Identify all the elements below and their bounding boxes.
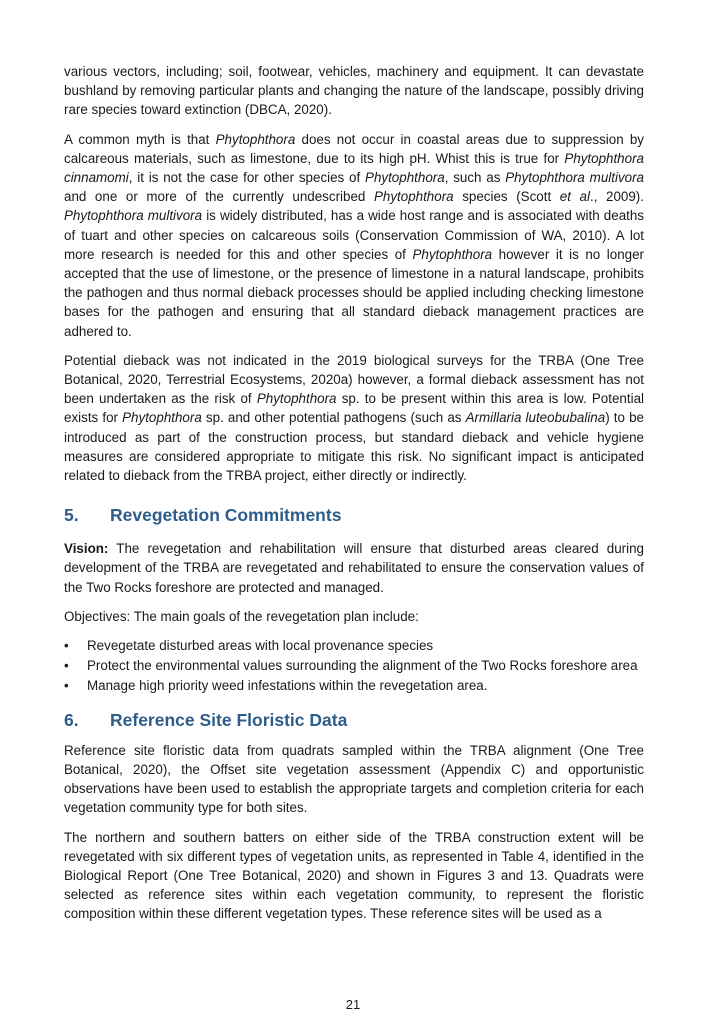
objectives-paragraph: Objectives: The main goals of the revegetation plan include: — [64, 608, 419, 624]
italic-term: Phytophthora — [412, 246, 493, 262]
italic-term: Phytophthora cinnamomi — [64, 150, 644, 186]
italic-term: et al — [559, 189, 590, 205]
section-6-heading — [64, 710, 644, 731]
vision-paragraph — [64, 539, 644, 597]
paragraph-phytophthora-myth — [64, 130, 644, 341]
paragraph-vectors — [64, 62, 644, 120]
section-5-heading — [64, 505, 644, 526]
list-item: • Protect the environmental values surrounding the alignment of the Two Rocks foreshore area — [64, 656, 644, 675]
italic-term: Phytophthora multivora — [505, 170, 644, 186]
text-segment: various vectors, including; soil, footwear, vehicles, machinery and equipment. It can devastate bushland by removing particular plants and changing the nature of the landscape, possibly driving rare species toward extinction (DBCA, 2020). — [64, 64, 644, 118]
italic-term: Phytophthora — [256, 391, 337, 407]
section-5-title: Revegetation Commitments — [110, 505, 342, 526]
text-segment: sp. and other potential pathogens (such as — [201, 410, 466, 426]
italic-term: Phytophthora — [365, 170, 445, 186]
document-page — [64, 62, 644, 934]
bullet-icon: • — [64, 678, 69, 694]
italic-term: Phytophthora — [373, 189, 454, 205]
section-5-number: 5. — [64, 505, 79, 526]
text-segment: , such as — [444, 170, 506, 186]
section-6-title: Reference Site Floristic Data — [110, 709, 348, 730]
italic-term: Phytophthora — [215, 131, 296, 147]
bullet-icon: • — [64, 638, 69, 654]
text-segment: is widely distributed, has a wide host range and is associated with deaths of tuart and other species on calcareous soils (Conservation Commission of WA, 2010). A lot more research is needed for this and other species of — [64, 208, 644, 262]
vision-label: Vision: — [64, 541, 109, 557]
paragraph-dieback-assessment — [64, 351, 644, 485]
batters-paragraph: The northern and southern batters on either side of the TRBA construction extent will be revegetated with six different types of vegetation units, as represented in Table 4, identified in the Biological Report (One Tree Botanical, 2020) and shown in Figures 3 and 13. Quadrats were selected as reference sites within each vegetation community, to represent the floristic composition within these different vegetation types. These reference sites will be used as a — [64, 829, 644, 922]
text-segment: does not occur in coastal areas due to suppression by calcareous materials, such as limestone, due to its high pH. Whist this is true for — [64, 131, 644, 166]
text-segment: ) to be introduced as part of the construction process, but standard dieback and vehicle hygiene measures are considered appropriate to mitigate this risk. No significant impact is anticipated related to dieback from the TRBA project, either directly or indirectly. — [64, 410, 644, 484]
text-segment: and one or more of the currently undescribed — [64, 189, 374, 205]
text-segment: , it is not the case for other species of — [128, 170, 366, 186]
list-item: • Revegetate disturbed areas with local provenance species — [64, 636, 644, 655]
objectives-list — [64, 636, 644, 696]
italic-term: Phytophthora — [122, 410, 202, 426]
text-segment: sp. to be present within this area is low. Potential exists for — [64, 391, 644, 426]
text-segment: species (Scott — [453, 189, 560, 205]
reference-site-paragraph: Reference site floristic data from quadrats sampled within the TRBA alignment (One Tree Botanical, 2020), the Offset site vegetation assessment (Appendix C) and opportunistic observations have been used to establish the appropriate targets and completion criteria for each vegetation community type for both sites. — [64, 742, 644, 816]
text-segment: ., 2009). — [589, 189, 644, 205]
text-segment: A common myth is that — [64, 131, 216, 147]
vision-text: The revegetation and rehabilitation will ensure that disturbed areas cleared during development of the TRBA are revegetated and rehabilitated to ensure the conservation values of the Two Rocks foreshore are protected and managed. — [64, 541, 644, 595]
page-number: 21 — [345, 997, 361, 1012]
list-item: • Manage high priority weed infestations within the revegetation area. — [64, 676, 644, 695]
italic-term: Armillaria luteobubalina — [465, 410, 606, 426]
section-6-number: 6. — [64, 709, 79, 730]
italic-term: Phytophthora multivora — [64, 208, 203, 224]
bullet-icon: • — [64, 658, 69, 674]
text-segment: however it is no longer accepted that the use of limestone, or the presence of limestone in a natural landscape, prohibits the pathogen and thus normal dieback processes should be applied including checking limestone bases for the pathogen and ensuring that all standard dieback management practices are adhered to. — [64, 246, 644, 339]
text-segment: Potential dieback was not indicated in the 2019 biological surveys for the TRBA (One Tree Botanical, 2020, Terrestrial Ecosystems, 2020a) however, a formal dieback assessment has not been undertaken as the risk of — [64, 352, 644, 407]
